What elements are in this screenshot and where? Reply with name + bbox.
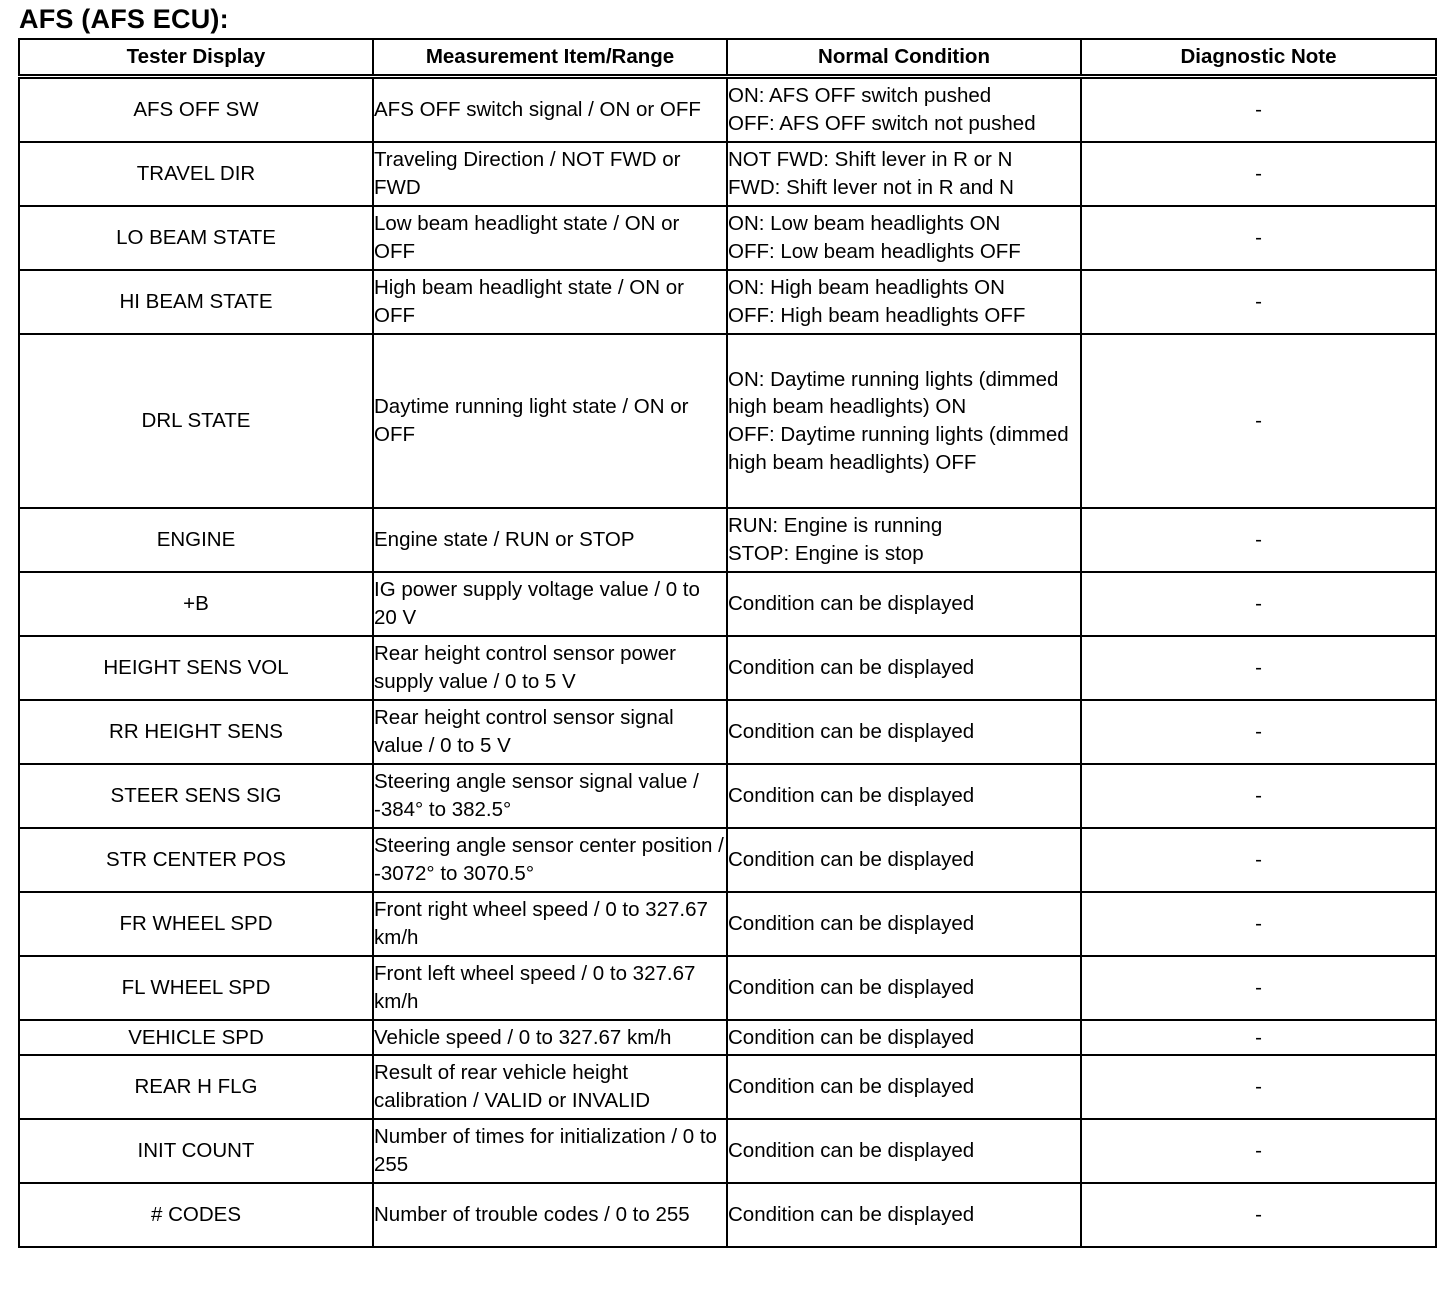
table-row xyxy=(19,334,1436,508)
cell-diagnostic-note: - xyxy=(1081,1119,1436,1183)
normal-condition-line: Condition can be displayed xyxy=(728,912,975,936)
cell-normal-condition xyxy=(727,508,1081,572)
cell-tester-display: DRL STATE xyxy=(19,334,373,508)
cell-measurement-item: Steering angle sensor center position / -3072° to 3070.5° xyxy=(373,828,727,892)
cell-normal-condition xyxy=(727,1119,1081,1183)
normal-condition-line: Condition can be displayed xyxy=(728,720,975,744)
cell-measurement-item: Number of times for initialization / 0 to 255 xyxy=(373,1119,727,1183)
table-row xyxy=(19,1020,1436,1055)
table-row xyxy=(19,77,1436,143)
cell-diagnostic-note: - xyxy=(1081,764,1436,828)
table-row xyxy=(19,572,1436,636)
table-row xyxy=(19,1055,1436,1119)
cell-tester-display: LO BEAM STATE xyxy=(19,206,373,270)
cell-measurement-item: Front right wheel speed / 0 to 327.67 km/h xyxy=(373,892,727,956)
cell-normal-condition xyxy=(727,636,1081,700)
cell-diagnostic-note: - xyxy=(1081,828,1436,892)
header-diagnostic-note: Diagnostic Note xyxy=(1081,39,1436,77)
normal-condition-line: Condition can be displayed xyxy=(728,784,975,808)
cell-diagnostic-note: - xyxy=(1081,700,1436,764)
cell-normal-condition xyxy=(727,270,1081,334)
cell-measurement-item: Number of trouble codes / 0 to 255 xyxy=(373,1183,727,1247)
table-row xyxy=(19,636,1436,700)
cell-tester-display: +B xyxy=(19,572,373,636)
cell-measurement-item: Front left wheel speed / 0 to 327.67 km/h xyxy=(373,956,727,1020)
cell-normal-condition xyxy=(727,1183,1081,1247)
cell-tester-display: STR CENTER POS xyxy=(19,828,373,892)
cell-tester-display: TRAVEL DIR xyxy=(19,142,373,206)
cell-diagnostic-note: - xyxy=(1081,270,1436,334)
cell-diagnostic-note: - xyxy=(1081,508,1436,572)
cell-diagnostic-note: - xyxy=(1081,334,1436,508)
cell-normal-condition xyxy=(727,828,1081,892)
normal-condition-line: OFF: Low beam headlights OFF xyxy=(728,240,1021,263)
cell-tester-display: REAR H FLG xyxy=(19,1055,373,1119)
cell-measurement-item: Traveling Direction / NOT FWD or FWD xyxy=(373,142,727,206)
table-row xyxy=(19,1119,1436,1183)
cell-diagnostic-note: - xyxy=(1081,1055,1436,1119)
cell-normal-condition xyxy=(727,1020,1081,1055)
cell-tester-display: ENGINE xyxy=(19,508,373,572)
cell-normal-condition xyxy=(727,206,1081,270)
cell-tester-display: HEIGHT SENS VOL xyxy=(19,636,373,700)
cell-diagnostic-note: - xyxy=(1081,956,1436,1020)
cell-tester-display: # CODES xyxy=(19,1183,373,1247)
cell-diagnostic-note: - xyxy=(1081,1183,1436,1247)
table-row xyxy=(19,892,1436,956)
cell-diagnostic-note: - xyxy=(1081,1020,1436,1055)
cell-normal-condition xyxy=(727,1055,1081,1119)
normal-condition-line: NOT FWD: Shift lever in R or N xyxy=(728,148,1013,172)
cell-diagnostic-note: - xyxy=(1081,636,1436,700)
data-list-table xyxy=(18,38,1437,1248)
header-measurement-item: Measurement Item/Range xyxy=(373,39,727,77)
normal-condition-line: STOP: Engine is stop xyxy=(728,542,924,565)
header-tester-display: Tester Display xyxy=(19,39,373,77)
normal-condition-line: ON: Daytime running lights (dimmed high beam headlights) ON xyxy=(728,367,1059,419)
cell-measurement-item: Low beam headlight state / ON or OFF xyxy=(373,206,727,270)
normal-condition-line: Condition can be displayed xyxy=(728,1075,975,1099)
cell-measurement-item: AFS OFF switch signal / ON or OFF xyxy=(373,77,727,143)
cell-tester-display: AFS OFF SW xyxy=(19,77,373,143)
normal-condition-line: OFF: AFS OFF switch not pushed xyxy=(728,112,1036,135)
cell-normal-condition xyxy=(727,142,1081,206)
cell-measurement-item: Steering angle sensor signal value / -384° to 382.5° xyxy=(373,764,727,828)
table-row xyxy=(19,1183,1436,1247)
cell-tester-display: INIT COUNT xyxy=(19,1119,373,1183)
cell-measurement-item: Rear height control sensor signal value / 0 to 5 V xyxy=(373,700,727,764)
cell-measurement-item: Vehicle speed / 0 to 327.67 km/h xyxy=(373,1020,727,1055)
table-row xyxy=(19,700,1436,764)
table-header-row xyxy=(19,39,1436,77)
table-row xyxy=(19,508,1436,572)
normal-condition-line: Condition can be displayed xyxy=(728,1203,975,1227)
cell-measurement-item: Rear height control sensor power supply value / 0 to 5 V xyxy=(373,636,727,700)
normal-condition-line: Condition can be displayed xyxy=(728,592,975,616)
normal-condition-line: Condition can be displayed xyxy=(728,1025,975,1049)
cell-tester-display: FL WHEEL SPD xyxy=(19,956,373,1020)
cell-measurement-item: Result of rear vehicle height calibration / VALID or INVALID xyxy=(373,1055,727,1119)
table-row xyxy=(19,270,1436,334)
normal-condition-line: Condition can be displayed xyxy=(728,848,975,872)
cell-tester-display: RR HEIGHT SENS xyxy=(19,700,373,764)
table-row xyxy=(19,206,1436,270)
normal-condition-line: ON: High beam headlights ON xyxy=(728,276,1005,300)
normal-condition-line: OFF: High beam headlights OFF xyxy=(728,304,1026,327)
table-body xyxy=(19,77,1436,1248)
normal-condition-line: Condition can be displayed xyxy=(728,656,975,680)
table-row xyxy=(19,828,1436,892)
cell-measurement-item: Engine state / RUN or STOP xyxy=(373,508,727,572)
cell-tester-display: VEHICLE SPD xyxy=(19,1020,373,1055)
normal-condition-line: ON: AFS OFF switch pushed xyxy=(728,84,992,108)
cell-measurement-item: IG power supply voltage value / 0 to 20 V xyxy=(373,572,727,636)
cell-diagnostic-note: - xyxy=(1081,77,1436,143)
normal-condition-line: RUN: Engine is running xyxy=(728,514,943,538)
header-normal-condition: Normal Condition xyxy=(727,39,1081,77)
cell-normal-condition xyxy=(727,77,1081,143)
cell-normal-condition xyxy=(727,572,1081,636)
cell-normal-condition xyxy=(727,764,1081,828)
cell-diagnostic-note: - xyxy=(1081,892,1436,956)
cell-diagnostic-note: - xyxy=(1081,572,1436,636)
cell-tester-display: FR WHEEL SPD xyxy=(19,892,373,956)
cell-tester-display: HI BEAM STATE xyxy=(19,270,373,334)
normal-condition-line: FWD: Shift lever not in R and N xyxy=(728,176,1014,199)
cell-measurement-item: Daytime running light state / ON or OFF xyxy=(373,334,727,508)
table-row xyxy=(19,764,1436,828)
cell-tester-display: STEER SENS SIG xyxy=(19,764,373,828)
normal-condition-line: ON: Low beam headlights ON xyxy=(728,212,1001,236)
table-row xyxy=(19,142,1436,206)
normal-condition-line: Condition can be displayed xyxy=(728,1139,975,1163)
page-title: AFS (AFS ECU): xyxy=(19,4,229,34)
cell-measurement-item: High beam headlight state / ON or OFF xyxy=(373,270,727,334)
cell-normal-condition xyxy=(727,956,1081,1020)
cell-normal-condition xyxy=(727,892,1081,956)
normal-condition-line: Condition can be displayed xyxy=(728,976,975,1000)
normal-condition-line: OFF: Daytime running lights (dimmed high beam headlights) OFF xyxy=(728,423,1069,474)
cell-normal-condition xyxy=(727,700,1081,764)
cell-diagnostic-note: - xyxy=(1081,142,1436,206)
cell-normal-condition xyxy=(727,334,1081,508)
table-row xyxy=(19,956,1436,1020)
cell-diagnostic-note: - xyxy=(1081,206,1436,270)
